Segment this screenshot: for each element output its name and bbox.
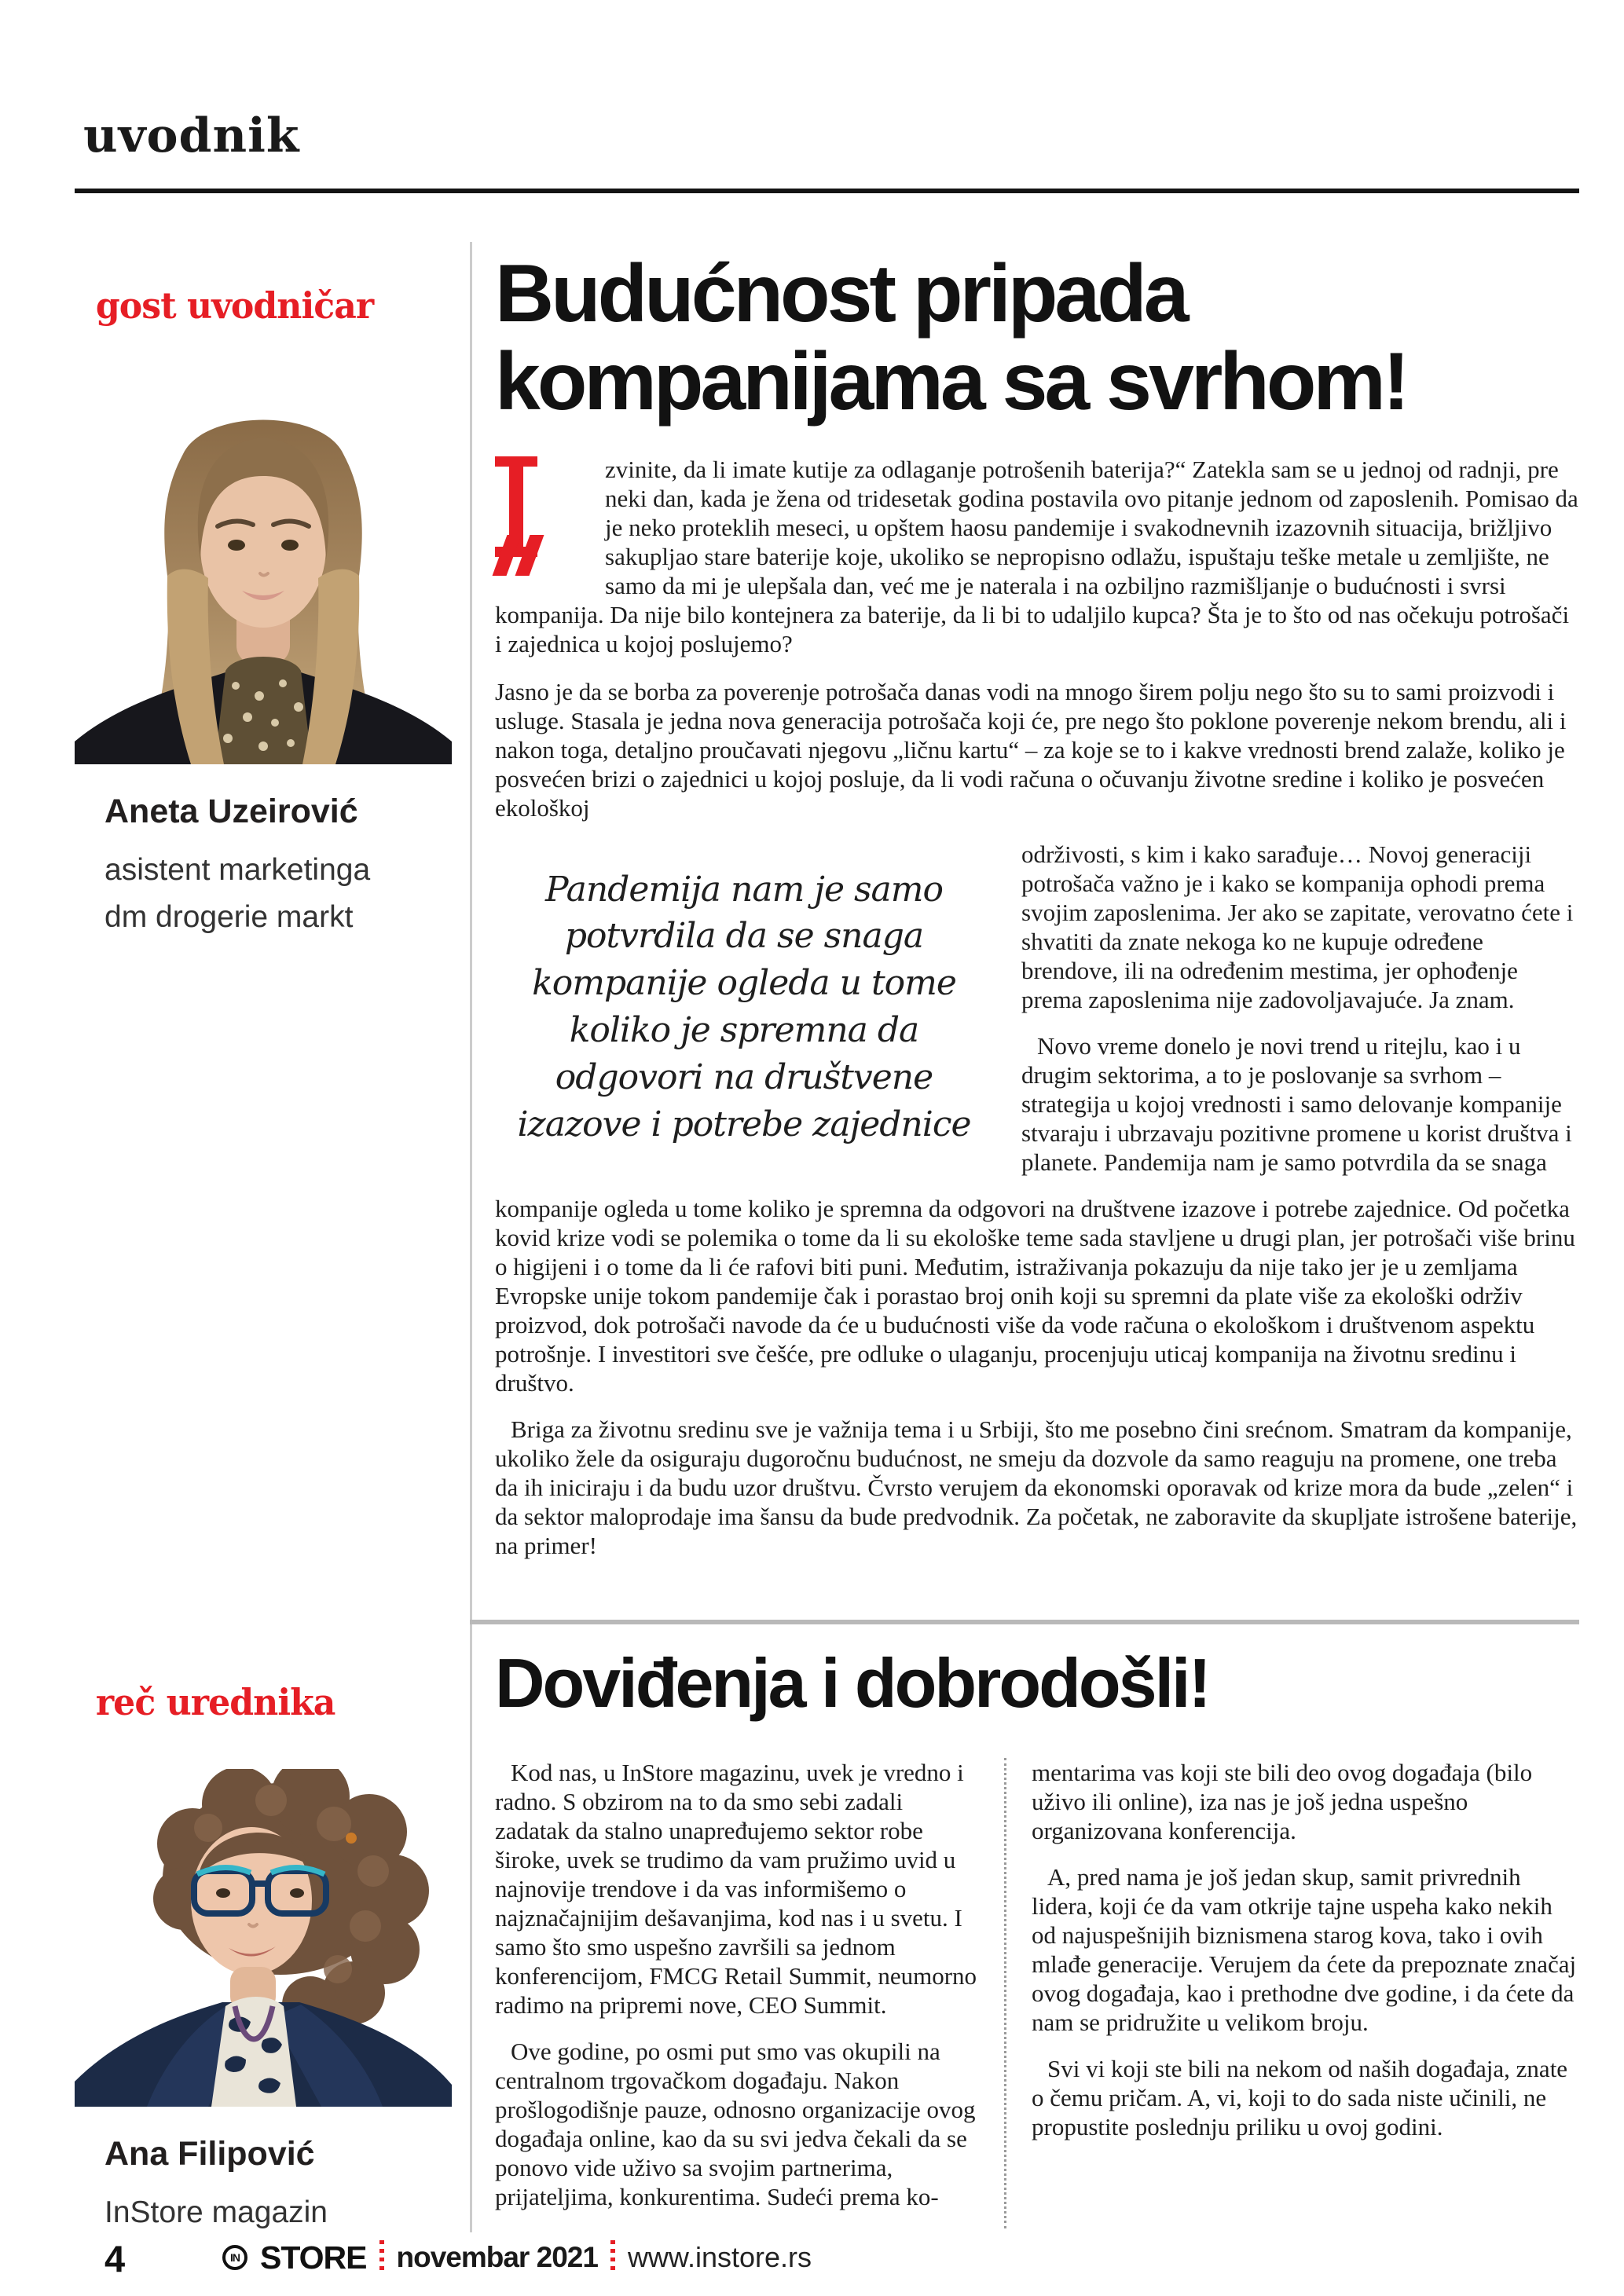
footer-brand-row — [222, 2236, 812, 2280]
editor-name: Ana Filipović — [104, 2135, 315, 2173]
author-company: dm drogerie markt — [104, 900, 354, 935]
portrait-ana-filipovic — [75, 1769, 452, 2107]
footer-date: novembar 2021 — [396, 2241, 598, 2273]
paragraph-lead — [495, 455, 1581, 658]
dotted-separator — [610, 2240, 615, 2275]
paragraph: Svi vi koji ste bili na nekom od naših događaja, znate o čemu pričam. A, vi, koji to do sada niste učinili, ne propustite poslednju priliku u ovoj godini. — [1032, 2055, 1568, 2140]
dotted-separator — [379, 2240, 384, 2275]
guest-editor-label: gost uvodničar — [95, 284, 374, 327]
article-title — [495, 250, 1581, 427]
pullquote-row — [495, 840, 1581, 1194]
dropcap-group — [495, 455, 605, 573]
author-name: Aneta Uzeirović — [104, 793, 358, 830]
section-divider-rule — [470, 1620, 1579, 1624]
editor-label: reč urednika — [95, 1681, 335, 1723]
brand-name: STORE — [260, 2239, 367, 2276]
logo-in-text: IN — [230, 2251, 240, 2264]
article2-title: Doviđenja i dobrodošli! — [495, 1644, 1209, 1722]
editor-word-article — [495, 1643, 1581, 2228]
column-right — [1004, 1758, 1581, 2228]
guest-editorial-article — [495, 250, 1581, 1577]
author-role: asistent marketinga — [104, 853, 371, 887]
column-left — [495, 1758, 1004, 2228]
two-column-text — [495, 1758, 1581, 2228]
editor-caption — [75, 2135, 456, 2236]
pull-quote: Pandemija nam je samo potvrdila da se snaga kompanije ogleda u tome koliko je spremna da odgovori na društvene izazove i potrebe zajednice — [517, 869, 971, 1144]
paragraph: Ove godine, po osmi put smo vas okupili na centralnom trgovačkom događaju. Nakon prošlogodišnje pauze, odnosno organizacije ovog događaja online, kao da su svi jedva čekali da se ponovo vide uživo sa svojim partnerima, prijateljima, konkurentima. Sudeći prema ko- — [495, 2038, 976, 2210]
paragraph: Briga za životnu sredinu sve je važnija tema i u Srbiji, što me posebno čini srećnom. Smatram da kompanije, ukoliko žele da osiguraju dugoročnu budućnost, ne smeju da dozvole da samo reaguju na promene, one treba da ih iniciraju i da budu uzor društvu. Čvrsto verujem da ekonomski oporavak od krize mora da bude „zelen“ i da sektor maloprodaje ima šansu da bude predvodnik. Za početak, ne zaboravite da skupljate istrošene baterije, na primer! — [495, 1415, 1578, 1559]
portrait-aneta-uzeirovic — [75, 399, 452, 764]
vertical-column-rule — [470, 242, 472, 2232]
author-caption — [75, 793, 456, 942]
paragraph: održivosti, s kim i kako sarađuje… Novoj generaciji potrošača važno je i kako se kompanija ophodi prema svojim zaposlenima. Jer ako se zapitate, verovatno ćete i shvatiti da znate nekoga ko ne kupuje određene brendove, ili na određenim mestima, jer ophođenje prema zaposlenima nije zadovoljavajuće. Ja znam. — [1021, 840, 1574, 1013]
article-title-line1: Budućnost pripada — [495, 248, 1186, 339]
editor-sidebar — [75, 1681, 456, 2236]
article-title-line2: kompanijama sa svrhom! — [495, 336, 1407, 428]
footer-website: www.instore.rs — [627, 2241, 812, 2273]
open-quote-mark — [500, 535, 537, 576]
paragraph-lead-text: zvinite, da li imate kutije za odlaganje potrošenih baterija?“ Zatekla sam se u jednoj od radnji, pre neki dan, kada je žena od tridesetak godina postavila ovo pitanje jednom od zaposlenih. Pomisao da je neko proteklih meseci, u opštem haosu pandemije i svakodnevnih izazovnih situacija, brižljivo sakupljao stare baterije koje, ukoliko se nepropisno odlažu, ispuštaju teške metale u zemljište, ne samo da mi je ulepšala dan, već me je naterala i na ozbiljno razmišljanje o budućnosti i svrsi kompanija. Da nije bilo kontejnera za baterije, da li bi to udaljilo kupca? Šta je to što od nas očekuju potrošači i zajednica u kojoj poslujemo? — [495, 455, 1578, 657]
paragraph: A, pred nama je još jedan skup, samit privrednih lidera, koji će da vam otkrije tajne uspeha kako nekih od najuspešnijih biznismena starog kova, tako i ovih mlađe generacije. Verujem da ćete da prepoznate značaj ovog događaja, kao i prethodne dve godine, i da ćete da nam se pridružite u velikom broju. — [1032, 1863, 1577, 2036]
page-number: 4 — [104, 2238, 126, 2280]
wrap-column — [1007, 840, 1581, 1194]
page-footer — [75, 2236, 1579, 2280]
paragraph: mentarima vas koji ste bili deo ovog događaja (bilo uživo ili online), iza nas je još jedna uspešno organizovana konferencija. — [1032, 1759, 1533, 1844]
top-divider-rule — [75, 189, 1579, 193]
paragraph: Kod nas, u InStore magazinu, uvek je vredno i radno. S obzirom na to da smo sebi zadali zadatak da stalno unapređujemo sektor robe široke, uvek se trudimo da vam pružimo uvid u najnovije trendove i da vas informišemo o najznačajnijim dešavanjima, kod nas i u svetu. I samo što smo uspešno završili sa jednom konferencijom, FMCG Retail Summit, neumorno radimo na pripremi nove, CEO Summit. — [495, 1759, 977, 2019]
instore-logo-icon — [222, 2245, 247, 2270]
page-section-kicker: uvodnik — [83, 108, 300, 163]
guest-editor-sidebar — [75, 284, 456, 942]
paragraph: Novo vreme donelo je novi trend u ritejlu, kao i u drugim sektorima, a to je poslovanje sa svrhom – strategija u kojoj vrednosti i samo delovanje kompanije stvaraju i ubrzavaju pozitivne promene u korist društva i planete. Pandemija nam je samo potvrdila da se snaga — [1021, 1031, 1572, 1176]
paragraph: kompanije ogleda u tome koliko je spremna da odgovori na društvene izazove i potrebe zajednice. Od početka kovid krize vodi se polemika o tome da li su ekološke teme sada stavljene u drugi plan, jer potrošači više brinu o higijeni i o tome da li će rafovi biti puni. Međutim, istraživanja pokazuju da nije tako jer je u zemljama Evropske unije tokom pandemije čak i porastao broj onih koji su spremni da plate više za ekološki održiv proizvod, dok potrošači navode da će u budućnosti više da vode računa o ekološkom i društvenom aspektu potrošnje. I investitori sve češće, pre odluke o ulaganju, procenjuju uticaj kompanija na životnu sredinu i društvo. — [495, 1194, 1575, 1397]
editor-role: InStore magazin — [104, 2195, 328, 2229]
paragraph: Jasno je da se borba za poverenje potrošača danas vodi na mnogo širem polju nego što su to sami proizvodi i usluge. Stasala je jedna nova generacija potrošača koji će, pre nego što poklone poverenje nekom brendu, ali i nakon toga, detaljno proučavati njegovu „ličnu kartu“ – za koje se to i kakve vrednosti brend zalaže, koliko je posvećen brizi o zajednici u kojoj posluje, da li vodi računa o očuvanju životne sredine i koliko je posvećen ekološkoj — [495, 677, 1567, 822]
